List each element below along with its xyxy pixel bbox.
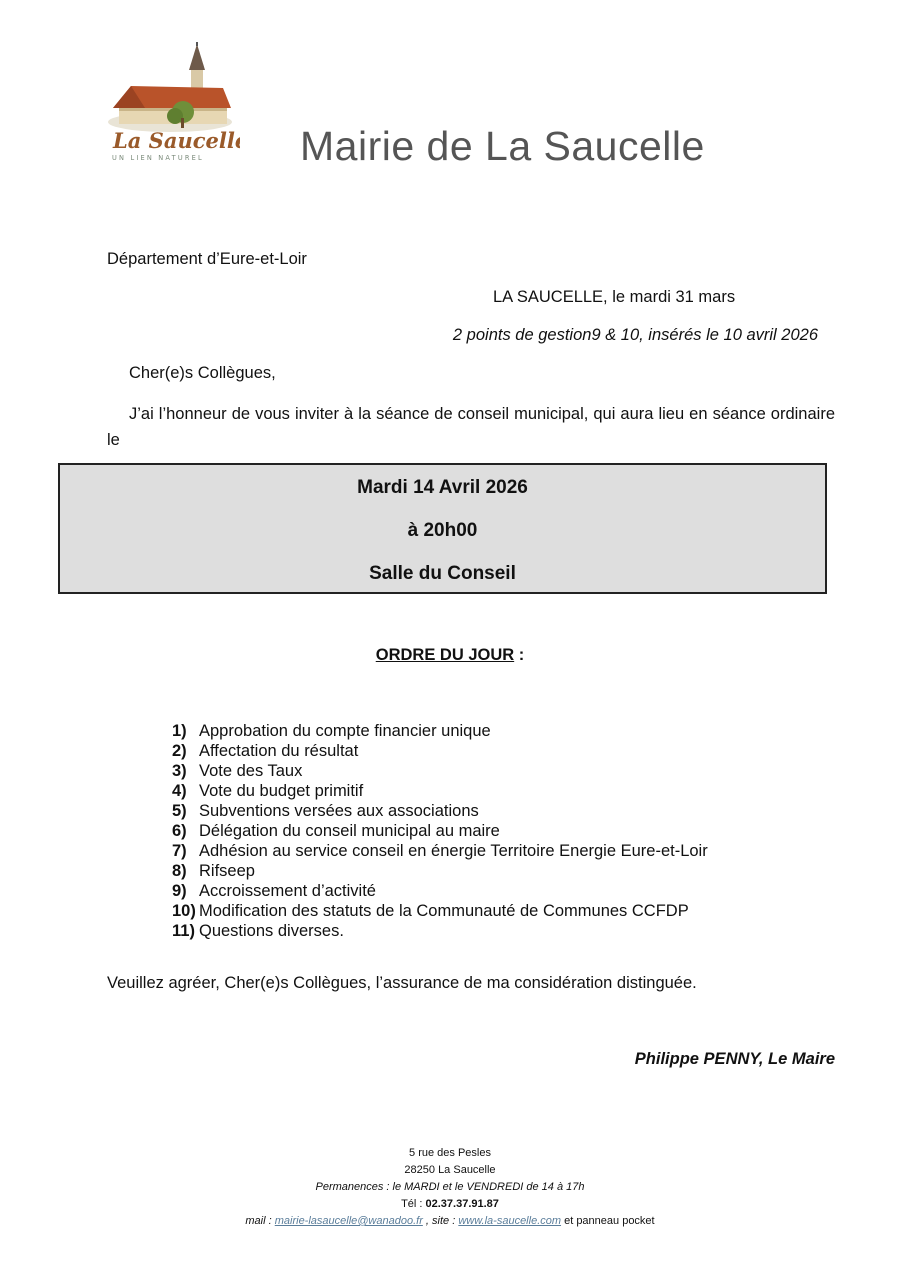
agenda-item bbox=[172, 881, 708, 901]
agenda-item-text: Questions diverses. bbox=[199, 922, 344, 940]
agenda-item-text: Affectation du résultat bbox=[199, 742, 359, 760]
agenda-item-number: 11) bbox=[172, 922, 195, 940]
agenda-item-text: Rifseep bbox=[199, 862, 255, 880]
agenda-item bbox=[172, 761, 708, 781]
logo-tagline: UN LIEN NATUREL bbox=[112, 154, 204, 162]
agenda-item-number: 7) bbox=[172, 842, 187, 860]
agenda-item-number: 3) bbox=[172, 762, 187, 780]
agenda-item-text: Accroissement d’activité bbox=[199, 882, 376, 900]
agenda-list bbox=[172, 721, 708, 941]
meeting-box bbox=[58, 463, 827, 594]
footer-phone bbox=[0, 1196, 900, 1213]
agenda-item-text: Délégation du conseil municipal au maire bbox=[199, 822, 500, 840]
agenda-item-text: Approbation du compte financier unique bbox=[199, 722, 491, 740]
agenda-item-number: 6) bbox=[172, 822, 187, 840]
agenda-item-number: 9) bbox=[172, 882, 187, 900]
greeting: Cher(e)s Collègues, bbox=[129, 364, 276, 382]
footer-mail-link[interactable]: mairie-lasaucelle@wanadoo.fr bbox=[274, 1215, 423, 1227]
added-points-note: 2 points de gestion9 & 10, insérés le 10 avril 2026 bbox=[452, 326, 818, 344]
agenda-item-text: Modification des statuts de la Communauté de Communes CCFDP bbox=[199, 902, 689, 920]
meeting-date: Mardi 14 Avril 2026 bbox=[357, 477, 528, 498]
footer-address-city: 28250 La Saucelle bbox=[404, 1164, 496, 1176]
church-logo-image bbox=[105, 42, 240, 164]
agenda-item-number: 5) bbox=[172, 802, 187, 820]
department-line: Département d’Eure-et-Loir bbox=[107, 250, 307, 268]
agenda-item bbox=[172, 821, 708, 841]
agenda-item bbox=[172, 721, 708, 741]
footer-extra: et panneau pocket bbox=[561, 1215, 655, 1227]
agenda-item-text: Subventions versées aux associations bbox=[199, 802, 479, 820]
footer bbox=[0, 1145, 900, 1230]
footer-phone-label: Tél : bbox=[401, 1198, 426, 1210]
logo-wordmark: La Saucelle bbox=[113, 128, 240, 153]
agenda-item bbox=[172, 741, 708, 761]
agenda-item bbox=[172, 901, 708, 921]
footer-site-label: , site : bbox=[422, 1215, 459, 1227]
footer-contact bbox=[0, 1213, 900, 1230]
page-title: Mairie de La Saucelle bbox=[300, 123, 705, 169]
footer-site-link[interactable]: www.la-saucelle.com bbox=[458, 1215, 562, 1227]
intro-paragraph: J’ai l’honneur de vous inviter à la séance de conseil municipal, qui aura lieu en séance ordinaire le bbox=[107, 405, 835, 449]
agenda-item bbox=[172, 921, 708, 941]
footer-mail-label: mail : bbox=[245, 1215, 275, 1227]
agenda-item-number: 4) bbox=[172, 782, 187, 800]
agenda-item-text: Vote du budget primitif bbox=[199, 782, 364, 800]
footer-hours: Permanences : le MARDI et le VENDREDI de 14 à 17h bbox=[315, 1181, 585, 1193]
agenda-heading bbox=[0, 646, 900, 665]
meeting-place: Salle du Conseil bbox=[369, 563, 516, 584]
agenda-item bbox=[172, 861, 708, 881]
agenda-title: ORDRE DU JOUR bbox=[375, 646, 515, 664]
letter-date: LA SAUCELLE, le mardi 31 mars bbox=[493, 288, 736, 306]
agenda-item bbox=[172, 781, 708, 801]
agenda-item bbox=[172, 841, 708, 861]
agenda-item-number: 1) bbox=[172, 722, 187, 740]
agenda-item-number: 2) bbox=[172, 742, 187, 760]
town-logo bbox=[105, 42, 240, 164]
closing-formula: Veuillez agréer, Cher(e)s Collègues, l’assurance de ma considération distinguée. bbox=[107, 974, 697, 992]
footer-phone-number: 02.37.37.91.87 bbox=[425, 1198, 499, 1210]
agenda-title-suffix: : bbox=[514, 646, 525, 664]
agenda-item bbox=[172, 801, 708, 821]
agenda-item-text: Adhésion au service conseil en énergie Territoire Energie Eure-et-Loir bbox=[199, 842, 708, 860]
agenda-item-number: 8) bbox=[172, 862, 187, 880]
footer-address-street: 5 rue des Pesles bbox=[409, 1147, 491, 1159]
meeting-time: à 20h00 bbox=[407, 520, 478, 541]
signature: Philippe PENNY, Le Maire bbox=[634, 1050, 835, 1068]
agenda-item-text: Vote des Taux bbox=[199, 762, 303, 780]
agenda-item-number: 10) bbox=[172, 902, 196, 920]
